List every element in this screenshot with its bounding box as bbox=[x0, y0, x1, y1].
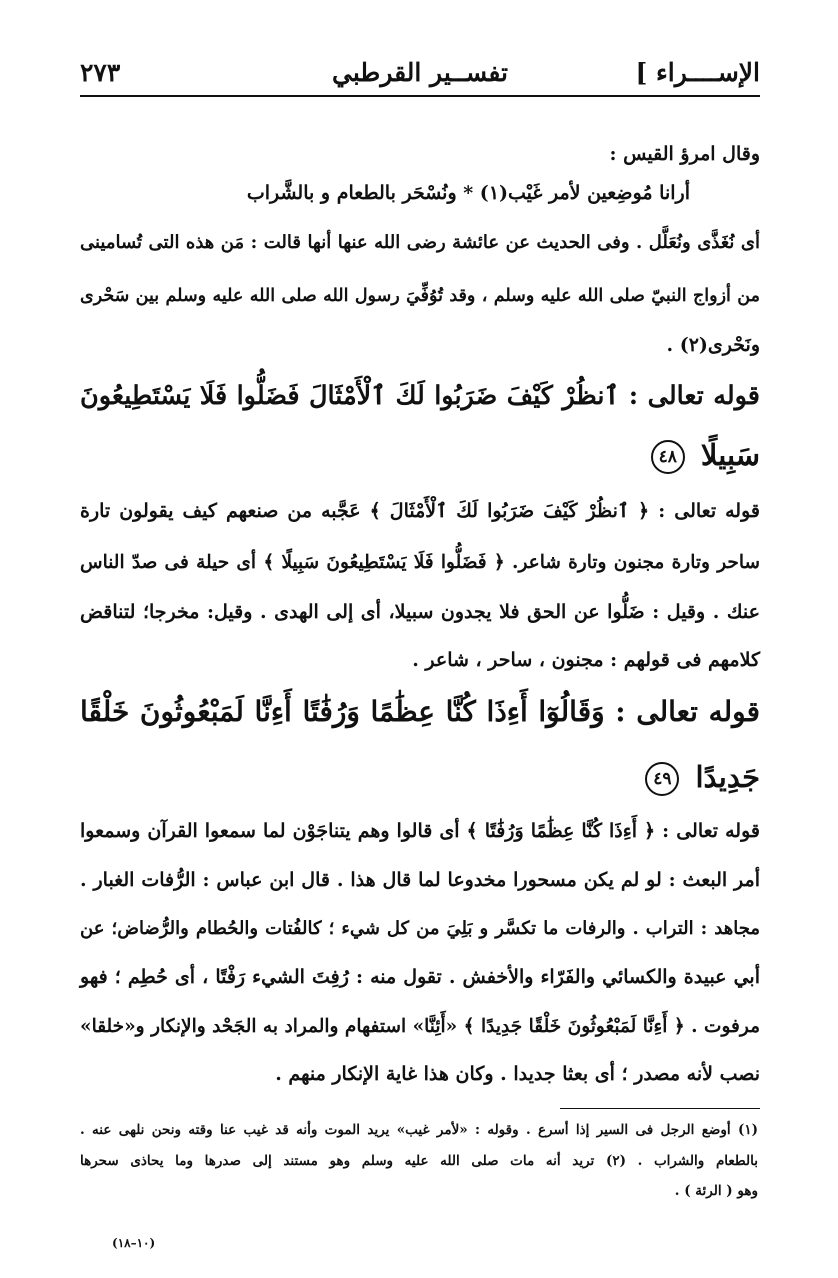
text-line: مرفوت . ﴿ أَءِنَّا لَمَبْعُوثُونَ خَلْقًا جَدِيدًا ﴾ «أَئِنَّا» استفهام والمراد به الجَحْد والإنكار و«خلقا» bbox=[80, 1016, 760, 1037]
text-line: نصب لأنه مصدر ؛ أى بعثا جديدا . وكان هذا غاية الإنكار منهم . bbox=[275, 1063, 760, 1085]
poem-verse: أرانا مُوضِعين لأمر غَيْب(١) * ونُسْحَر بالطعام و بالشَّراب bbox=[246, 182, 690, 204]
footnote-line: بالطعام والشراب . (٢) تريد أنه مات صلى الله عليه وسلم وهو مستند إلى صدرها وما يحاذى سحرها bbox=[80, 1153, 758, 1169]
quran-verse-text: جَدِيدًا bbox=[695, 760, 760, 794]
text-line: أى نُغَذَّى ونُعَلَّل . وفى الحديث عن عائشة رضى الله عنها أنها قالت : مَن هذه التى تُسامينى bbox=[80, 232, 760, 253]
signature-mark: (١٠–١٨) bbox=[112, 1236, 156, 1250]
text-line: أمر البعث : لو لم يكن مسحورا مخدوعا لما قال هذا . قال ابن عباس : الرُّفات الغبار . bbox=[80, 869, 760, 891]
text-line: ونَحْرى(٢) . bbox=[666, 334, 760, 356]
text-line: وقال امرؤ القيس : bbox=[609, 143, 760, 165]
verse-number-badge: ٤٩ bbox=[645, 762, 679, 796]
text-line: من أزواج النبيّ صلى الله عليه وسلم ، وقد تُوُفِّيَ رسول الله صلى الله عليه وسلم بين سَحْرى bbox=[80, 286, 760, 306]
quran-verse-end bbox=[651, 438, 760, 474]
text-line: أبي عبيدة والكسائي والفَرّاء والأخفش . تقول منه : رُفِتَ الشيء رَفْتًا ، أى حُطِم ؛ فهو bbox=[80, 966, 760, 988]
quran-verse-text: سَبِيلًا bbox=[700, 438, 760, 472]
text-line: مجاهد : التراب . والرفات ما تكسَّر و بَلِيَ من كل شيء ؛ كالفُتات والحُطام والرُّضاض؛ عن bbox=[80, 918, 760, 939]
text-line: عنك . وقيل : ضَلُّوا عن الحق فلا يجدون سبيلا، أى إلى الهدى . وقيل: مخرجا؛ لتناقض bbox=[80, 601, 760, 623]
text-line: ساحر وتارة مجنون وتارة شاعر. ﴿ فَضَلُّوا فَلَا يَسْتَطِيعُونَ سَبِيلًا ﴾ أى حيلة فى صدّ الناس bbox=[80, 552, 760, 573]
quran-verse-end bbox=[645, 760, 760, 796]
quran-verse: قوله تعالى : ٱنظُرْ كَيْفَ ضَرَبُوا لَكَ ٱلْأَمْثَالَ فَضَلُّوا فَلَا يَسْتَطِيعُونَ bbox=[80, 381, 760, 411]
verse-number-badge: ٤٨ bbox=[651, 440, 685, 474]
running-header bbox=[80, 52, 760, 96]
text-line: قوله تعالى : ﴿ أَءِذَا كُنَّا عِظَٰمًا وَرُفَٰتًا ﴾ أى قالوا وهم يتناجَوْن لما سمعوا القرآن وسمعوا bbox=[80, 820, 760, 842]
header-rule bbox=[80, 95, 760, 97]
section-title: الإســــراء ] bbox=[635, 58, 760, 87]
page-number: ٢٧٣ bbox=[80, 58, 121, 87]
footnote-line: (١) أوضع الرجل فى السير إذا أسرع . وقوله : «لأمر غيب» يريد الموت وأنه قد غيب عنا وقته ونحن نلهى عنه . bbox=[80, 1122, 758, 1138]
footnote-line: وهو ( الرئة ) . bbox=[674, 1183, 758, 1199]
text-line: كلامهم فى قولهم : مجنون ، ساحر ، شاعر . bbox=[412, 649, 760, 671]
text-line: قوله تعالى : ﴿ ٱنظُرْ كَيْفَ ضَرَبُوا لَكَ ٱلْأَمْثَالَ ﴾ عَجَّبه من صنعهم كيف يقولون تارة bbox=[80, 500, 760, 522]
footnote-rule bbox=[560, 1108, 760, 1109]
quran-verse: قوله تعالى : وَقَالُوٓا أَءِذَا كُنَّا عِظَٰمًا وَرُفَٰتًا أَءِنَّا لَمَبْعُوثُونَ خَلْقًا bbox=[80, 695, 760, 728]
book-title: تفســير القرطبي bbox=[332, 58, 508, 87]
